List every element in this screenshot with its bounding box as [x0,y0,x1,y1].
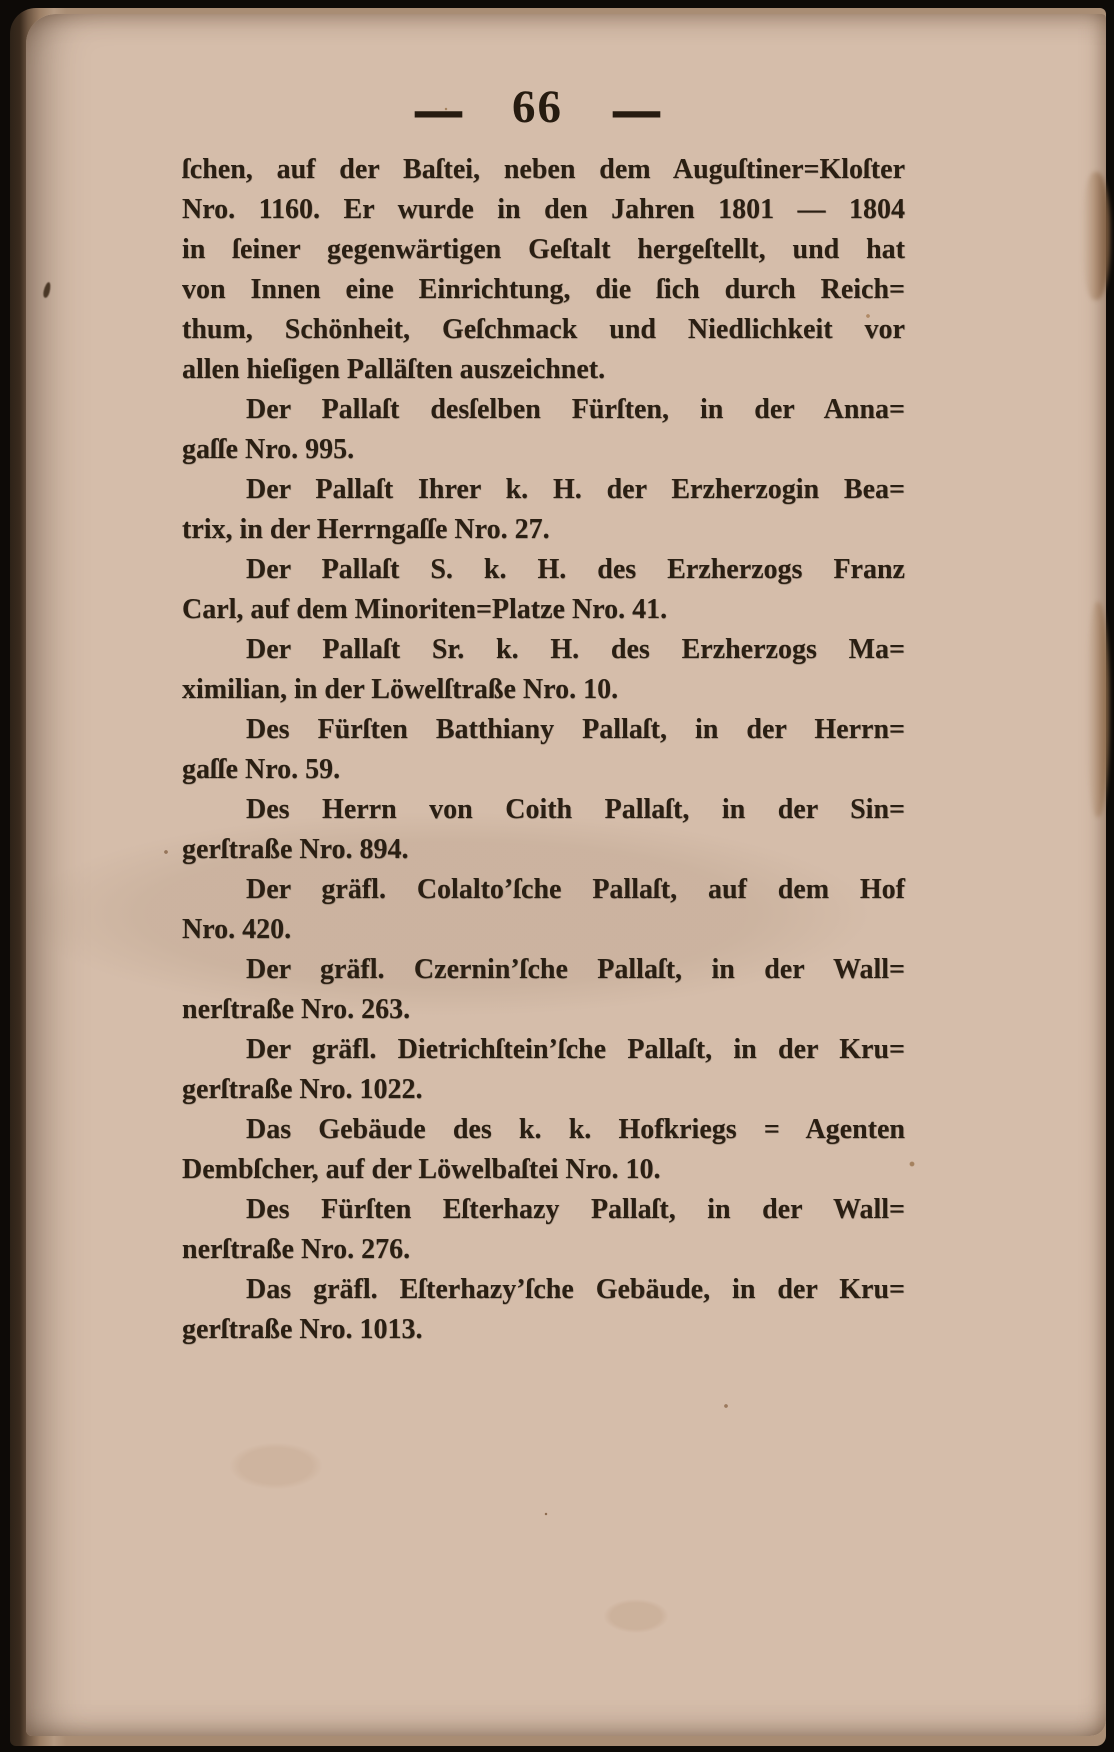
text-line: thum, Schönheit, Geſchmack und Niedlichkeit vor [182,314,905,345]
text-line: Das Gebäude des k. k. Hofkriegs = Agenten [246,1114,905,1145]
text-line: ſchen, auf der Baſtei, neben dem Auguſtiner=Kloſter [182,154,905,185]
text-line: gaſſe Nro. 59. [182,754,341,785]
text-line: Des Fürſten Eſterhazy Pallaſt, in der Wall= [246,1194,905,1225]
body-text-block [182,150,905,1350]
text-line: ximilian, in der Löwelſtraße Nro. 10. [182,674,619,705]
page-number: 66 [512,81,563,133]
text-line: allen hieſigen Palläſten auszeichnet. [182,354,606,385]
text-line: gerſtraße Nro. 1022. [182,1074,423,1105]
text-line: Der Pallaſt S. k. H. des Erzherzogs Franz [246,554,905,585]
text-line: Der gräfl. Czernin’ſche Pallaſt, in der Wall= [246,954,905,985]
page-edge-damage [1087,602,1109,817]
text-line: gaſſe Nro. 995. [182,434,355,465]
text-line: Des Herrn von Coith Pallaſt, in der Sin= [246,794,905,825]
text-line: Der Pallaſt desſelben Fürſten, in der Anna= [246,394,905,425]
text-line: Dembſcher, auf der Löwelbaſtei Nro. 10. [182,1154,661,1185]
stray-ink-mark [42,282,52,299]
text-line: Nro. 420. [182,914,292,945]
text-line: Der gräfl. Colalto’ſche Pallaſt, auf dem Hof [246,874,905,905]
header-dash-right: — [613,56,660,156]
book-page [26,14,1106,1736]
text-line: trix, in der Herrngaſſe Nro. 27. [182,514,550,545]
text-line: Des Fürſten Batthiany Pallaſt, in der Herrn= [246,714,905,745]
page-edge-damage [1082,172,1110,300]
text-line: gerſtraße Nro. 1013. [182,1314,423,1345]
text-line: gerſtraße Nro. 894. [182,834,409,865]
text-line: Carl, auf dem Minoriten=Platze Nro. 41. [182,594,668,625]
header-dash-left: — [415,56,462,156]
page-header [176,56,899,156]
text-line: nerſtraße Nro. 276. [182,1234,411,1265]
text-line: Der Pallaſt Ihrer k. H. der Erzherzogin Bea= [246,474,905,505]
text-line: in ſeiner gegenwärtigen Geſtalt hergeſtellt, und hat [182,234,905,265]
text-line: nerſtraße Nro. 263. [182,994,411,1025]
text-line: Der gräfl. Dietrichſtein’ſche Pallaſt, in der Kru= [246,1034,905,1065]
text-line: Der Pallaſt Sr. k. H. des Erzherzogs Ma= [246,634,905,665]
text-line: von Innen eine Einrichtung, die ſich durch Reich= [182,274,905,305]
text-line: Nro. 1160. Er wurde in den Jahren 1801 — 1804 [182,194,905,225]
text-line: Das gräfl. Eſterhazy’ſche Gebäude, in der Kru= [246,1274,905,1305]
